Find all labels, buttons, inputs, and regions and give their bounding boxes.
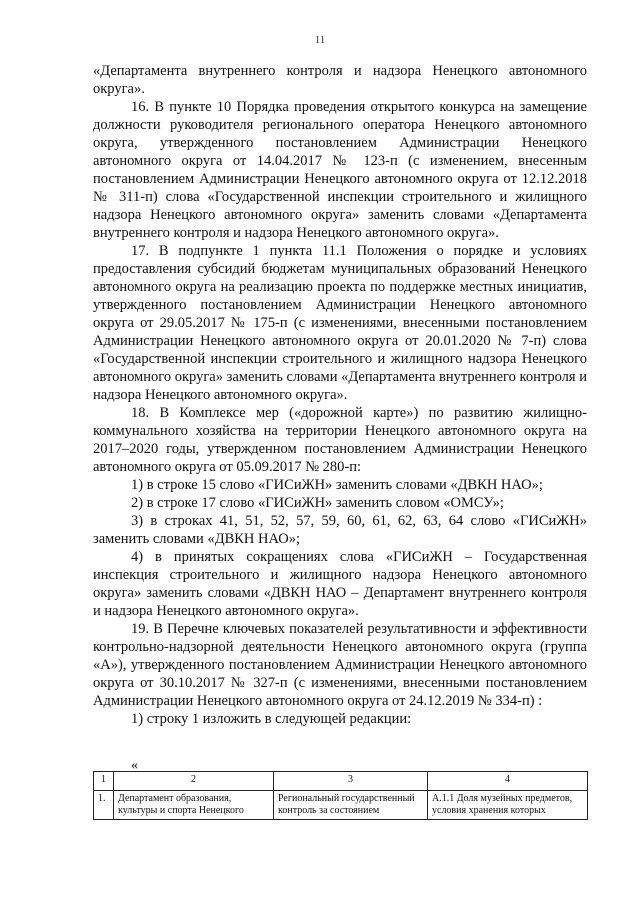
document-body — [93, 62, 587, 728]
table-row — [94, 791, 588, 820]
table-cell: А.1.1 Доля музейных предметов, условия хранения которых — [428, 791, 588, 820]
table-header-cell: 4 — [428, 772, 588, 791]
paragraph-19: 19. В Перечне ключевых показателей результативности и эффективности контрольно-надзорной деятельности Ненецкого автономного округа (группа «А»), утвержденного постановлением Администрации Ненецкого автономного округа от 30.10.2017 № 327-п (с изменениями, внесенными постановлением Администрации Ненецкого автономного округа от 24.12.2019 № 334-п) : — [93, 621, 587, 709]
table-header-cell: 2 — [114, 772, 274, 791]
paragraph-18: 18. В Комплексе мер («дорожной карте») по развитию жилищно-коммунального хозяйства на территории Ненецкого автономного округа на 2017–2020 годы, утвержденном постановлением Администрации Ненецкого автономного округа от 05.09.2017 № 280-п: — [93, 405, 587, 475]
table-header-cell: 3 — [274, 772, 428, 791]
indicator-table — [93, 771, 588, 820]
paragraph-continuation: «Департамента внутреннего контроля и надзора Ненецкого автономного округа». — [93, 63, 587, 97]
paragraph-18-item-3: 3) в строках 41, 51, 52, 57, 59, 60, 61, 62, 63, 64 слово «ГИСиЖН» заменить словами «ДВКН НАО»; — [93, 513, 587, 547]
paragraph-18-item-4: 4) в принятых сокращениях слова «ГИСиЖН – Государственная инспекция строительного и жилищного надзора Ненецкого автономного округа» заменить словами «ДВКН НАО – Департамент внутреннего контроля и надзора Ненецкого автономного округа». — [93, 549, 587, 619]
table-header-cell: 1 — [94, 772, 114, 791]
paragraph-19-item-1: 1) строку 1 изложить в следующей редакции: — [131, 711, 412, 727]
page-number: 11 — [314, 34, 326, 46]
table-cell: Департамент образования, культуры и спорта Ненецкого — [114, 791, 274, 820]
paragraph-18-item-1: 1) в строке 15 слово «ГИСиЖН» заменить словами «ДВКН НАО»; — [131, 477, 543, 493]
table-cell: 1. — [94, 791, 114, 820]
paragraph-18-item-2: 2) в строке 17 слово «ГИСиЖН» заменить словом «ОМСУ»; — [131, 495, 504, 511]
table-header-row — [94, 772, 588, 791]
opening-quote: « — [131, 758, 138, 773]
paragraph-16: 16. В пункте 10 Порядка проведения открытого конкурса на замещение должности руководителя регионального оператора Ненецкого автономного округа, утвержденного постановлением Администрации Ненецкого автономного округа от 14.04.2017 № 123-п (с изменением, внесенным постановлением Администрации Ненецкого автономного округа от 12.12.2018 № 311-п) слова «Государственной инспекции строительного и жилищного надзора Ненецкого автономного округа» заменить словами «Департамента внутреннего контроля и надзора Ненецкого автономного округа». — [93, 99, 587, 241]
paragraph-17: 17. В подпункте 1 пункта 11.1 Положения о порядке и условиях предоставления субсидий бюджетам муниципальных образований Ненецкого автономного округа на реализацию проекта по поддержке местных инициатив, утвержденного постановлением Администрации Ненецкого автономного округа от 29.05.2017 № 175-п (с изменениями, внесенными постановлением Администрации Ненецкого автономного округа от 20.01.2020 № 7-п) слова «Государственной инспекции строительного и жилищного надзора Ненецкого автономного округа» заменить словами «Департамента внутреннего контроля и надзора Ненецкого автономного округа». — [93, 243, 587, 403]
table-cell: Региональный государственный контроль за состоянием — [274, 791, 428, 820]
